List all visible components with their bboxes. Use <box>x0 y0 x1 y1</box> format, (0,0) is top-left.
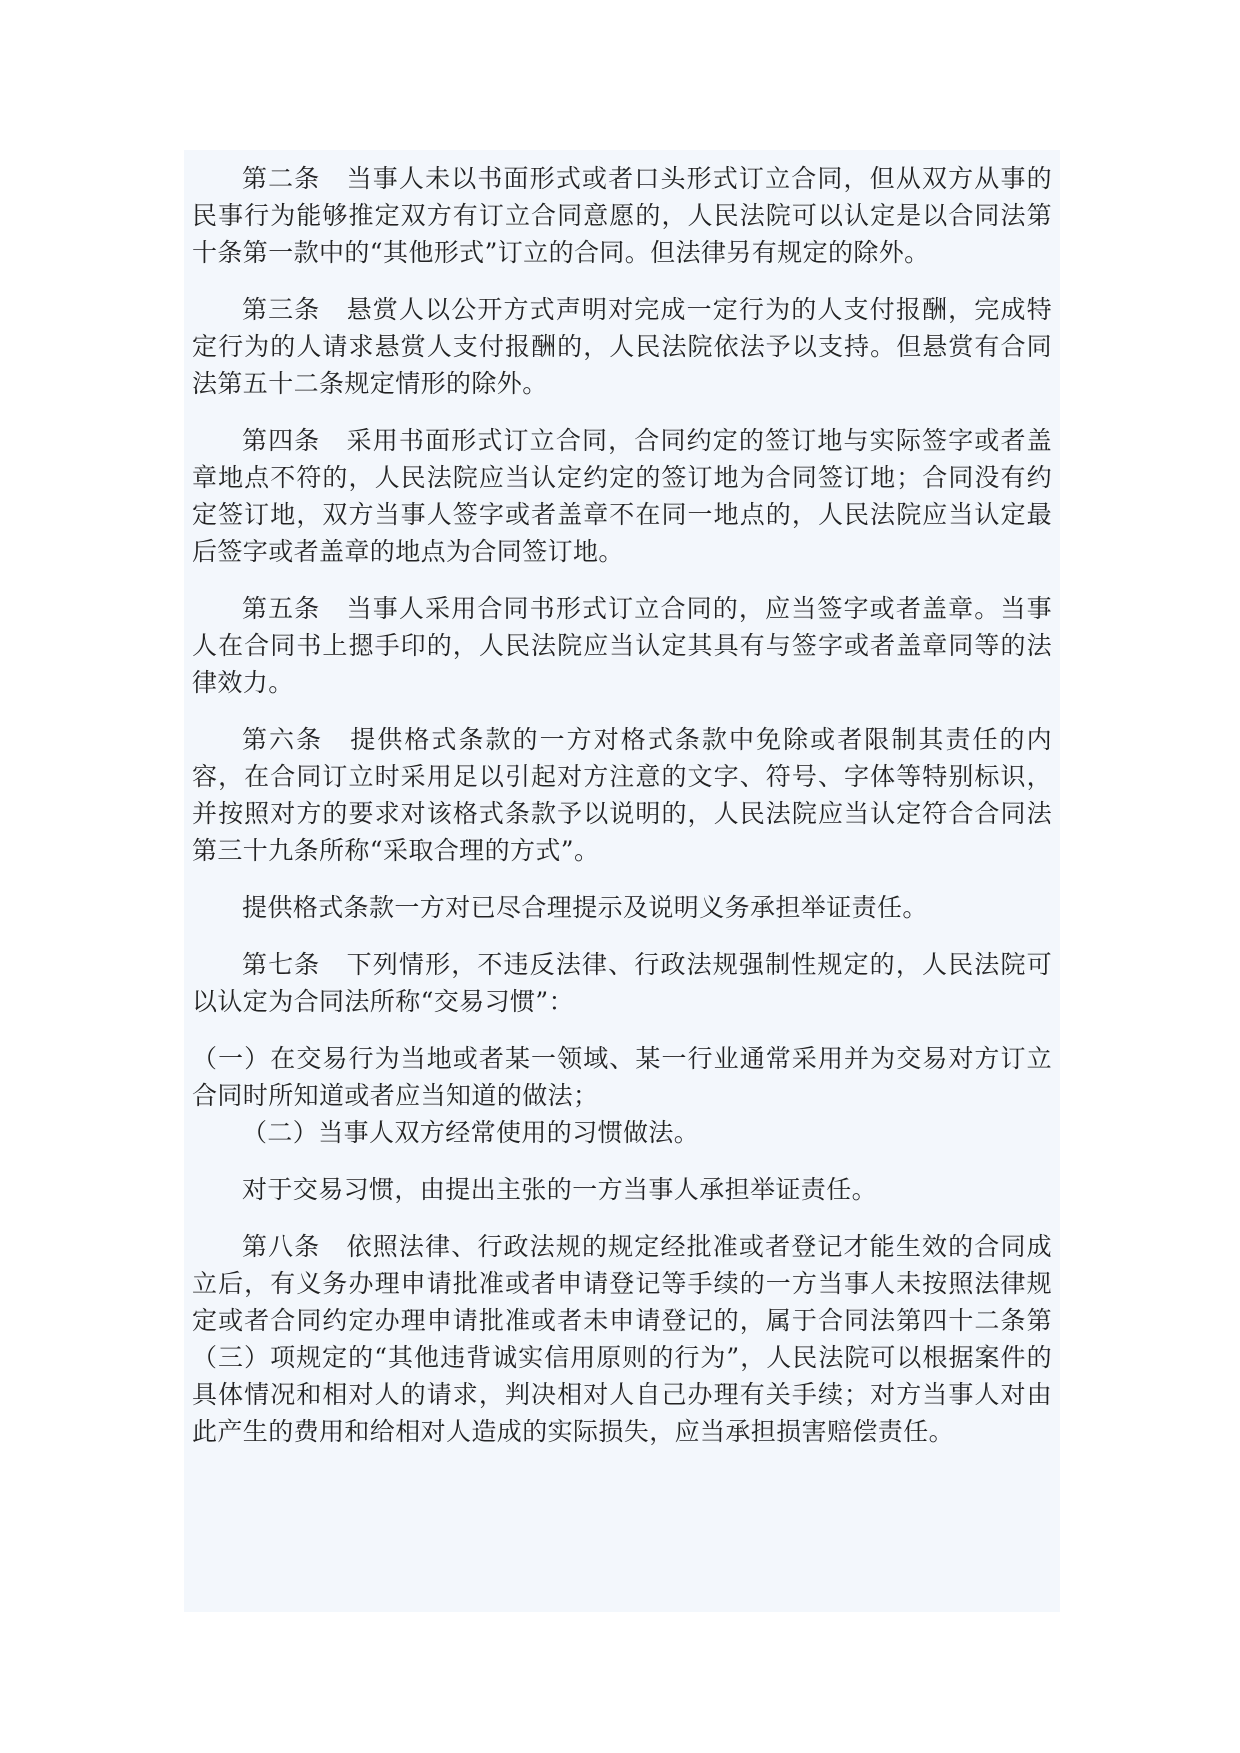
article-7-item-2: （二）当事人双方经常使用的习惯做法。 <box>242 1118 700 1147</box>
article-4-paragraph: 第四条 采用书面形式订立合同，合同约定的签订地与实际签字或者盖章地点不符的，人民法院应当认定约定的签订地为合同签订地；合同没有约定签订地，双方当事人签字或者盖章不在同一地点的，人民法院应当认定最后签字或者盖章的地点为合同签订地。 <box>192 426 1052 566</box>
article-7-paragraph: 第七条 下列情形，不违反法律、行政法规强制性规定的，人民法院可以认定为合同法所称“交易习惯”： <box>192 950 1052 1016</box>
article-3-paragraph: 第三条 悬赏人以公开方式声明对完成一定行为的人支付报酬，完成特定行为的人请求悬赏人支付报酬的，人民法院依法予以支持。但悬赏有合同法第五十二条规定情形的除外。 <box>192 295 1052 398</box>
article-7-item-1: （一）在交易行为当地或者某一领域、某一行业通常采用并为交易对方订立合同时所知道或者应当知道的做法； <box>192 1044 1052 1110</box>
article-6-paragraph: 第六条 提供格式条款的一方对格式条款中免除或者限制其责任的内容，在合同订立时采用足以引起对方注意的文字、符号、字体等特别标识，并按照对方的要求对该格式条款予以说明的，人民法院应当认定符合合同法第三十九条所称“采取合理的方式”。 <box>192 725 1052 865</box>
article-2-paragraph: 第二条 当事人未以书面形式或者口头形式订立合同，但从双方从事的民事行为能够推定双方有订立合同意愿的，人民法院可以认定是以合同法第十条第一款中的“其他形式”订立的合同。但法律另有规定的除外。 <box>192 164 1052 267</box>
document-body <box>184 150 1060 1612</box>
article-7-burden-paragraph: 对于交易习惯，由提出主张的一方当事人承担举证责任。 <box>242 1175 878 1204</box>
article-8-paragraph: 第八条 依照法律、行政法规的规定经批准或者登记才能生效的合同成立后，有义务办理申请批准或者申请登记等手续的一方当事人未按照法律规定或者合同约定办理申请批准或者未申请登记的，属于合同法第四十二条第（三）项规定的“其他违背诚实信用原则的行为”，人民法院可以根据案件的具体情况和相对人的请求，判决相对人自己办理有关手续；对方当事人对由此产生的费用和给相对人造成的实际损失，应当承担损害赔偿责任。 <box>192 1232 1052 1446</box>
article-5-paragraph: 第五条 当事人采用合同书形式订立合同的，应当签字或者盖章。当事人在合同书上摁手印的，人民法院应当认定其具有与签字或者盖章同等的法律效力。 <box>192 594 1052 697</box>
article-6-burden-paragraph: 提供格式条款一方对已尽合理提示及说明义务承担举证责任。 <box>242 893 928 922</box>
